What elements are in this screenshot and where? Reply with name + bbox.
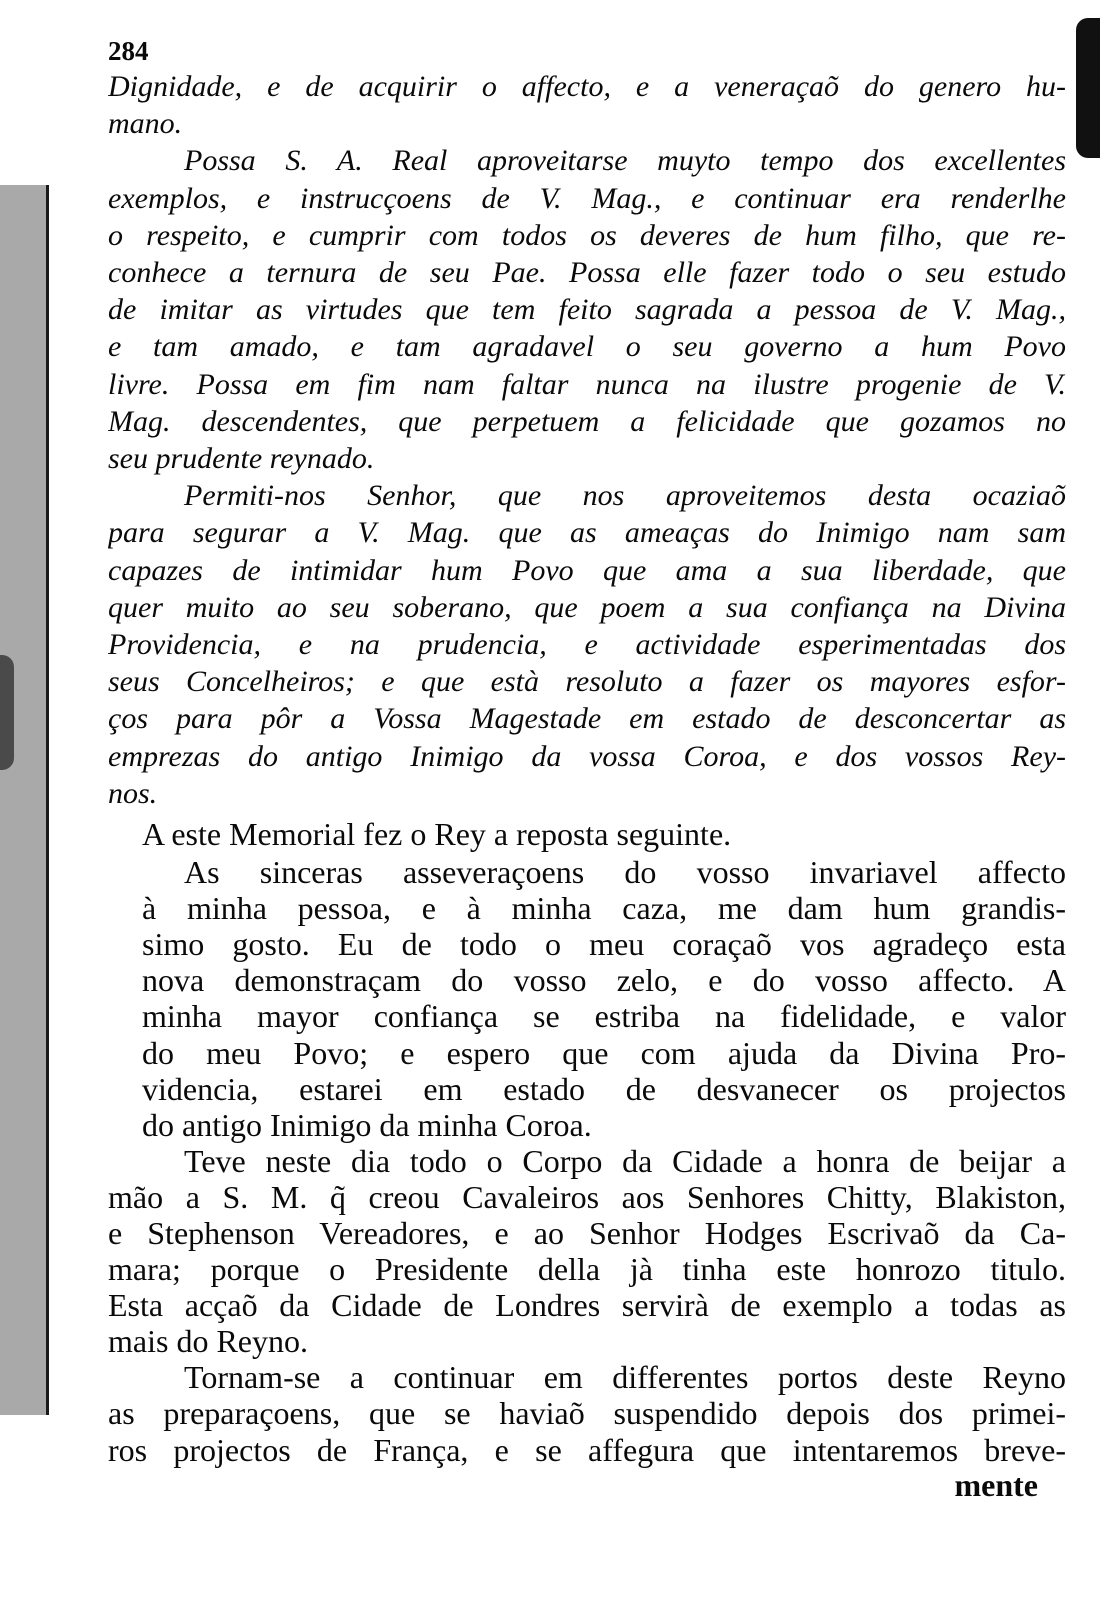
reply-line: As sinceras asseveraçoens do vosso invariavel affecto <box>184 854 1066 891</box>
left-page-edge <box>0 185 49 1415</box>
page-edge-tab <box>0 655 14 770</box>
reply-line: ros projectos de França, e se affegura que intentaremos breve- <box>108 1431 1066 1468</box>
memorial-line: de imitar as virtudes que tem feito sagrada a pessoa de V. Mag., <box>108 293 1066 327</box>
memorial-text <box>108 68 1066 812</box>
reply-text <box>108 854 1066 1468</box>
catchword: mente <box>954 1466 1038 1503</box>
reply-line: mais do Reyno. <box>108 1323 308 1360</box>
reply-line: do antigo Inimigo da minha Coroa. <box>142 1106 592 1143</box>
reply-line: simo gosto. Eu de todo o meu coraçaõ vos agradeço esta <box>142 926 1066 963</box>
memorial-line: Permiti-nos Senhor, que nos aproveitemos desta ocaziaõ <box>184 479 1066 513</box>
memorial-line: exemplos, e instrucçoens de V. Mag., e continuar era renderlhe <box>108 181 1066 215</box>
memorial-line: ços para pôr a Vossa Magestade em estado de desconcertar as <box>108 702 1066 736</box>
reply-line: e Stephenson Vereadores, e ao Senhor Hodges Escrivaõ da Ca- <box>108 1215 1066 1251</box>
memorial-line: Providencia, e na prudencia, e actividade esperimentadas dos <box>108 628 1066 662</box>
reply-heading-text: A este Memorial fez o Rey a reposta seguinte. <box>142 816 732 853</box>
reply-line: mão a S. M. q̃ creou Cavaleiros aos Senhores Chitty, Blakiston, <box>108 1178 1066 1215</box>
reply-line: à minha pessoa, e à minha caza, me dam hum grandis- <box>142 890 1066 927</box>
memorial-line: Dignidade, e de acquirir o affecto, e a veneraçaõ do genero hu- <box>108 70 1066 103</box>
reply-line: nova demonstraçam do vosso zelo, e do vosso affecto. A <box>142 962 1066 999</box>
memorial-line: Mag. descendentes, que perpetuem a felicidade que gozamos no <box>108 404 1066 438</box>
memorial-line: Possa S. A. Real aproveitarse muyto tempo dos excellentes <box>184 144 1066 178</box>
memorial-line: conhece a ternura de seu Pae. Possa elle fazer todo o seu estudo <box>108 256 1066 290</box>
memorial-line: emprezas do antigo Inimigo da vossa Coroa, e dos vossos Rey- <box>108 739 1066 773</box>
memorial-line: para segurar a V. Mag. que as ameaças do Inimigo nam sam <box>108 516 1066 550</box>
reply-line: Teve neste dia todo o Corpo da Cidade a honra de beijar a <box>184 1142 1066 1179</box>
reply-line: Esta acçaõ da Cidade de Londres servirà de exemplo a todas as <box>108 1287 1066 1324</box>
reply-line: Tornam-se a continuar em differentes portos deste Reyno <box>184 1359 1066 1396</box>
memorial-line: seus Concelheiros; e que està resoluto a fazer os mayores esfor- <box>108 665 1066 699</box>
memorial-line: capazes de intimidar hum Povo que ama a sua liberdade, que <box>108 553 1066 587</box>
page-number: 284 <box>108 36 149 66</box>
memorial-line: mano. <box>108 107 183 141</box>
memorial-line: e tam amado, e tam agradavel o seu governo a hum Povo <box>108 330 1066 364</box>
reply-line: videncia, estarei em estado de desvanecer os projectos <box>142 1070 1066 1107</box>
binding-shadow <box>1076 18 1100 158</box>
memorial-line: livre. Possa em fim nam faltar nunca na ilustre progenie de V. <box>108 367 1066 401</box>
memorial-line: nos. <box>108 776 158 810</box>
memorial-line: quer muito ao seu soberano, que poem a sua confiança na Divina <box>108 590 1066 624</box>
reply-line: as preparaçoens, que se haviaõ suspendido depois dos primei- <box>108 1395 1066 1432</box>
reply-line: do meu Povo; e espero que com ajuda da Divina Pro- <box>142 1034 1066 1071</box>
memorial-line: seu prudente reynado. <box>108 442 375 476</box>
reply-heading <box>108 814 1066 854</box>
document-page <box>108 36 1066 1502</box>
memorial-line: o respeito, e cumprir com todos os deveres de hum filho, que re- <box>108 218 1066 252</box>
reply-line: minha mayor confiança se estriba na fidelidade, e valor <box>142 998 1066 1035</box>
reply-line: mara; porque o Presidente della jà tinha este honrozo titulo. <box>108 1251 1066 1288</box>
